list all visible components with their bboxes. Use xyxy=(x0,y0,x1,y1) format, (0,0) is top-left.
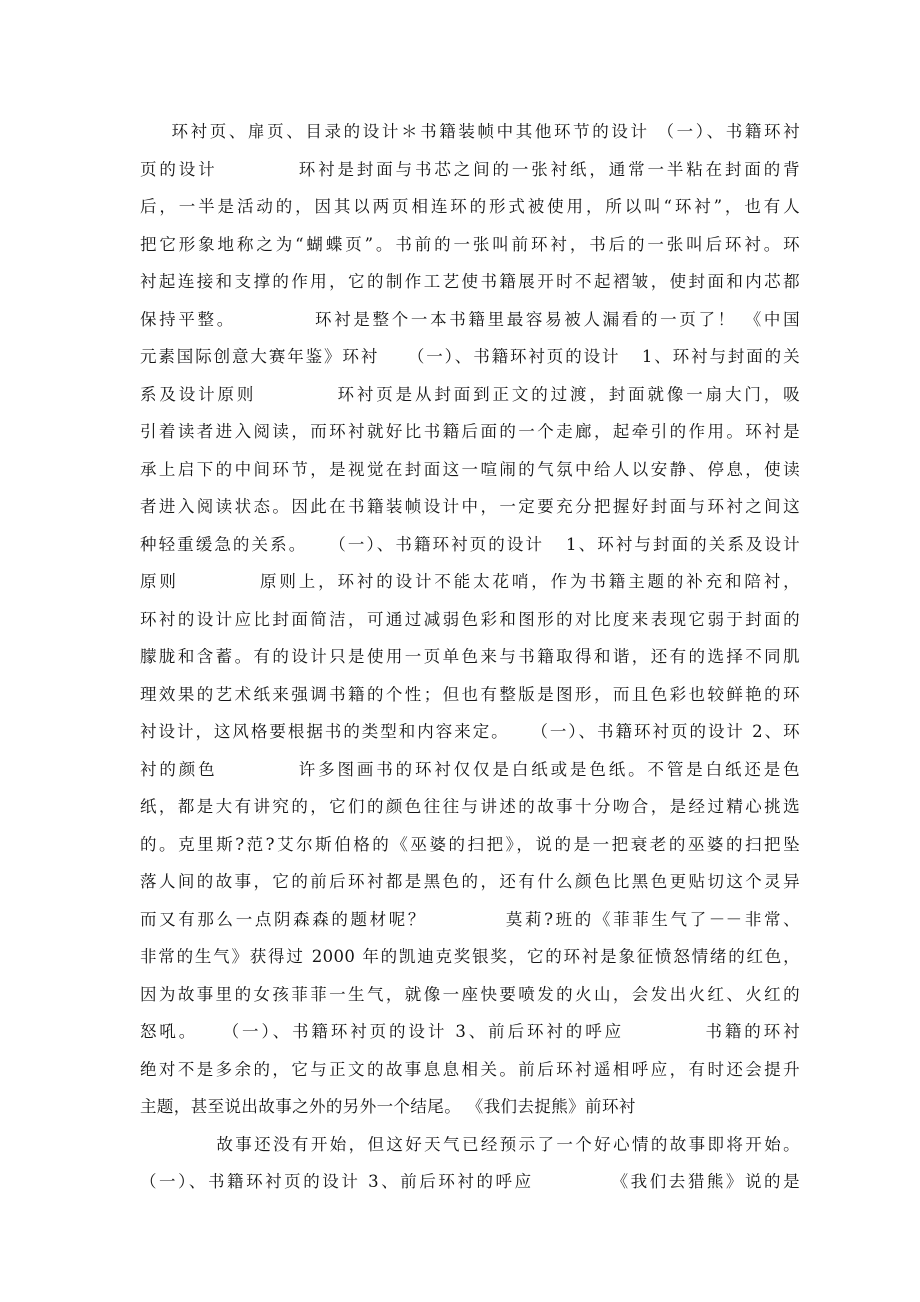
text-line: 衬起连接和支撑的作用，它的制作工艺使书籍展开时不起褶皱，使封面和内芯都 xyxy=(140,272,800,291)
text-line: 环衬的设计应比封面简洁，可通过减弱色彩和图形的对比度来表现它弱于封面的 xyxy=(140,609,800,629)
text-line: 而又有那么一点阴森森的题材呢？ 莫莉?班的《菲菲生气了－－非常、 xyxy=(140,909,800,929)
text-line: 引着读者进入阅读，而环衬就好比书籍后面的一个走廊，起牵引的作用。环衬是 xyxy=(140,422,800,441)
text-line: 理效果的艺术纸来强调书籍的个性；但也有整版是图形，而且色彩也较鲜艳的环 xyxy=(140,684,800,704)
text-line: （一）、书籍环衬页的设计 3、前后环衬的呼应 《我们去猎熊》说的是 xyxy=(140,1172,800,1191)
text-line: 绝对不是多余的，它与正文的故事息息相关。前后环衬遥相呼应，有时还会提升 xyxy=(140,1059,800,1079)
text-line: 环衬页、扉页、目录的设计＊书籍装帧中其他环节的设计 （一）、书籍环衬 xyxy=(140,122,800,141)
text-line: 纸，都是大有讲究的，它们的颜色往往与讲述的故事十分吻合，是经过精心挑选 xyxy=(140,797,800,816)
text-line: 系及设计原则 环衬页是从封面到正文的过渡，封面就像一扇大门，吸 xyxy=(140,384,800,404)
text-line: 非常的生气》获得过 2000 年的凯迪克奖银奖，它的环衬是象征愤怒情绪的红色， xyxy=(140,947,800,966)
text-line: 页的设计 环衬是封面与书芯之间的一张衬纸，通常一半粘在封面的背 xyxy=(140,159,800,179)
text-line: 元素国际创意大赛年鉴》环衬 （一）、书籍环衬页的设计 1、环衬与封面的关 xyxy=(140,347,800,366)
text-line: 怒吼。 （一）、书籍环衬页的设计 3、前后环衬的呼应 书籍的环衬 xyxy=(140,1022,800,1041)
text-line: 衬的颜色 许多图画书的环衬仅仅是白纸或是色纸。不管是白纸还是色 xyxy=(140,759,800,779)
text-line: 主题，甚至说出故事之外的另外一个结尾。 《我们去捉熊》前环衬 xyxy=(140,1097,636,1116)
document-body xyxy=(140,113,800,1201)
text-line: 故事还没有开始，但这好天气已经预示了一个好心情的故事即将开始。 xyxy=(140,1134,800,1154)
text-line: 者进入阅读状态。因此在书籍装帧设计中，一定要充分把握好封面与环衬之间这 xyxy=(140,497,800,516)
text-line: 衬设计，这风格要根据书的类型和内容来定。 （一）、书籍环衬页的设计 2、环 xyxy=(140,722,800,741)
text-line: 朦胧和含蓄。有的设计只是使用一页单色来与书籍取得和谐，还有的选择不同肌 xyxy=(140,647,800,666)
text-line: 承上启下的中间环节，是视觉在封面这一喧闹的气氛中给人以安静、停息，使读 xyxy=(140,459,800,479)
text-line: 因为故事里的女孩菲菲一生气，就像一座快要喷发的火山，会发出火红、火红的 xyxy=(140,984,800,1004)
text-line: 种轻重缓急的关系。 （一）、书籍环衬页的设计 1、环衬与封面的关系及设计 xyxy=(140,534,800,554)
text-line: 把它形象地称之为“蝴蝶页”。书前的一张叫前环衬，书后的一张叫后环衬。环 xyxy=(140,234,800,254)
text-line: 落人间的故事，它的前后环衬都是黑色的，还有什么颜色比黑色更贴切这个灵异 xyxy=(140,872,800,891)
text-line: 的。克里斯?范?艾尔斯伯格的《巫婆的扫把》，说的是一把衰老的巫婆的扫把坠 xyxy=(140,834,800,854)
text-line: 后，一半是活动的，因其以两页相连环的形式被使用，所以叫“环衬”，也有人 xyxy=(140,197,800,216)
text-line: 原则 原则上，环衬的设计不能太花哨，作为书籍主题的补充和陪衬， xyxy=(140,572,800,591)
text-line: 保持平整。 环衬是整个一本书籍里最容易被人漏看的一页了！ 《中国 xyxy=(140,309,800,329)
